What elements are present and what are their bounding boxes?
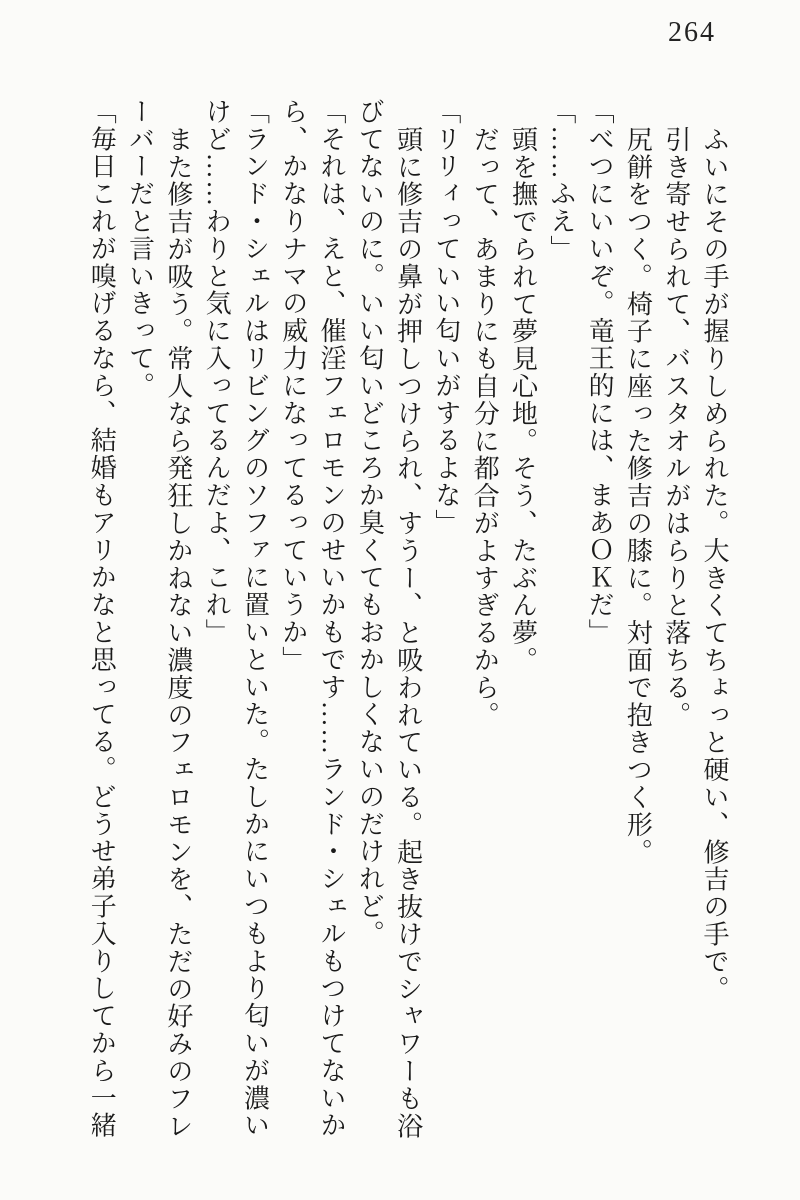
text-column: けど……わりと気に入ってるんだよ、これ」	[202, 98, 232, 646]
text-column: 頭を撫でられて夢見心地。そう、たぶん夢。	[508, 125, 538, 674]
text-column: また修吉が吸う。常人なら発狂しかねない濃度のフェロモンを、ただの好みのフレ	[163, 125, 193, 1140]
text-column: 「毎日これが嗅げるなら、結婚もアリかなと思ってる。どうせ弟子入りしてから一緒	[87, 98, 117, 1140]
text-column: 「リリィっていい匂いがするよな」	[431, 98, 461, 537]
text-column: 「それは、えと、催淫フェロモンのせいかもです……ランド・シェルもつけてないか	[317, 98, 347, 1140]
text-column: ら、かなりナマの威力になってるっていうか」	[278, 98, 308, 674]
text-column: 引き寄せられて、バスタオルがはらりと落ちる。	[661, 125, 691, 729]
text-column: ーバーだと言いきって。	[125, 98, 155, 400]
text-column: 頭に修吉の鼻が押しつけられ、すうー、と吸われている。起き抜けでシャワーも浴	[393, 125, 423, 1140]
text-column: 「べつにいいぞ。竜王的には、まあＯＫだ」	[585, 98, 615, 646]
text-column: だって、あまりにも自分に都合がよすぎるから。	[470, 125, 500, 729]
text-column: びてないのに。いい匂いどころか臭くてもおかしくないのだけれど。	[355, 98, 385, 948]
text-column: ふいにその手が握りしめられた。大きくてちょっと硬い、修吉の手で。	[700, 125, 729, 1003]
text-column: 「……ふえ」	[546, 98, 576, 263]
page-number: 264	[668, 17, 716, 48]
text-block	[82, 98, 733, 1146]
text-column: 「ランド・シェルはリビングのソファに置いといた。たしかにいつもより匂いが濃い	[240, 98, 270, 1140]
text-column: 尻餅をつく。椅子に座った修吉の膝に。対面で抱きつく形。	[623, 125, 653, 866]
